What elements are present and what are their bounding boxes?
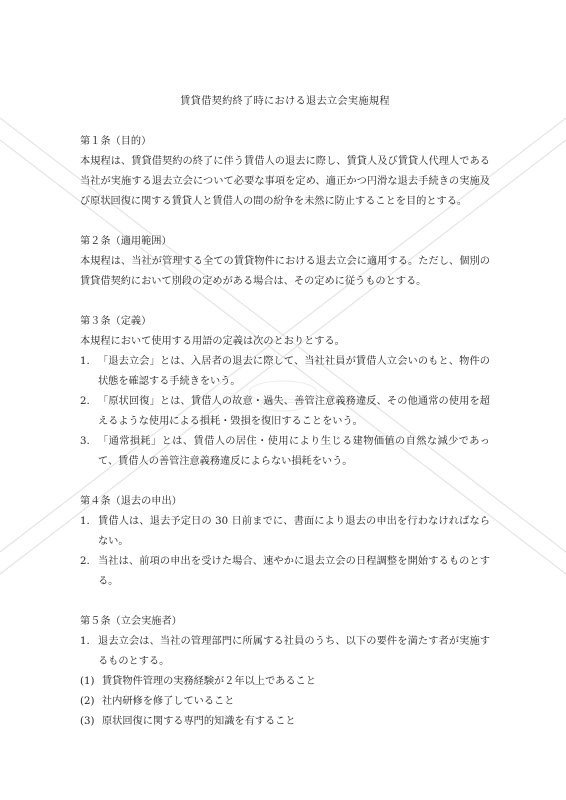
list-item-text: 「通常損耗」とは、賃借人の居住・使用により生じる建物価値の自然な減少であって、賃借人の善管注意義務違反によらない損耗をいう。 (98, 436, 490, 467)
article-paragraph: 本規程は、当社が管理する全ての賃貸物件における退去立会に適用する。ただし、個別の賃貸借契約において別段の定めがある場合は、その定めに従うものとする。 (80, 256, 490, 287)
article-2 (80, 232, 490, 292)
list-item-number: 3. (80, 436, 90, 447)
list-item-text: 退去立会は、当社の管理部門に所属する社員のうち、以下の要件を満たす者が実施するものとする。 (98, 636, 490, 667)
document-body (80, 92, 490, 752)
sub-list-item-number: (1) (80, 676, 95, 687)
list-item-text: 当社は、前項の申出を受けた場合、速やかに退去立会の日程調整を開始するものとする。 (98, 556, 490, 587)
list-item (80, 632, 490, 672)
article-heading: 第５条（立会実施者） (80, 616, 182, 627)
list-item-number: 2. (80, 396, 90, 407)
document-title: 賃貸借契約終了時における退去立会実施規程 (180, 96, 390, 107)
list-item-number: 1. (80, 636, 90, 647)
article-heading: 第４条（退去の申出） (80, 496, 182, 507)
list-item-number: 2. (80, 556, 90, 567)
article-paragraph: 本規程は、賃貸借契約の終了に伴う賃借人の退去に際し、賃貸人及び賃貸人代理人である当社が実施する退去立会について必要な事項を定め、適正かつ円滑な退去手続きの実施及び原状回復に関する賃貸人と賃借人の間の紛争を未然に防止することを目的とする。 (80, 156, 490, 207)
list-item (80, 352, 490, 392)
sub-list-item (80, 692, 490, 712)
article-paragraph: 本規程において使用する用語の定義は次のとおりとする。 (80, 336, 345, 347)
article-3 (80, 312, 490, 472)
sub-list-item-number: (3) (80, 716, 95, 727)
list-item (80, 392, 490, 432)
sub-list-item-number: (2) (80, 696, 95, 707)
sub-list-item-text: 賃貸物件管理の実務経験が２年以上であること (102, 676, 316, 687)
article-heading: 第３条（定義） (80, 316, 152, 327)
article-heading: 第１条（目的） (80, 136, 152, 147)
sub-list-item (80, 712, 490, 732)
sub-list-item (80, 672, 490, 692)
list-item-number: 1. (80, 356, 90, 367)
article-heading: 第２条（適用範囲） (80, 236, 172, 247)
list-item (80, 432, 490, 472)
sub-list-item-text: 原状回復に関する専門的知識を有すること (102, 716, 296, 727)
list-item-text: 賃借人は、退去予定日の 30 日前までに、書面により退去の申出を行わなければならない。 (98, 516, 490, 547)
list-item (80, 552, 490, 592)
list-item-text: 「退去立会」とは、入居者の退去に際して、当社社員が賃借人立会いのもと、物件の状態を確認する手続きをいう。 (98, 356, 490, 387)
article-5 (80, 612, 490, 732)
list-item-number: 1. (80, 516, 90, 527)
article-1 (80, 132, 490, 212)
sub-list-item-text: 社内研修を修了していること (102, 696, 235, 707)
list-item-text: 「原状回復」とは、賃借人の故意・過失、善管注意義務違反、その他通常の使用を超えるような使用による損耗・毀損を復旧することをいう。 (98, 396, 490, 427)
article-4 (80, 492, 490, 592)
list-item (80, 512, 490, 552)
